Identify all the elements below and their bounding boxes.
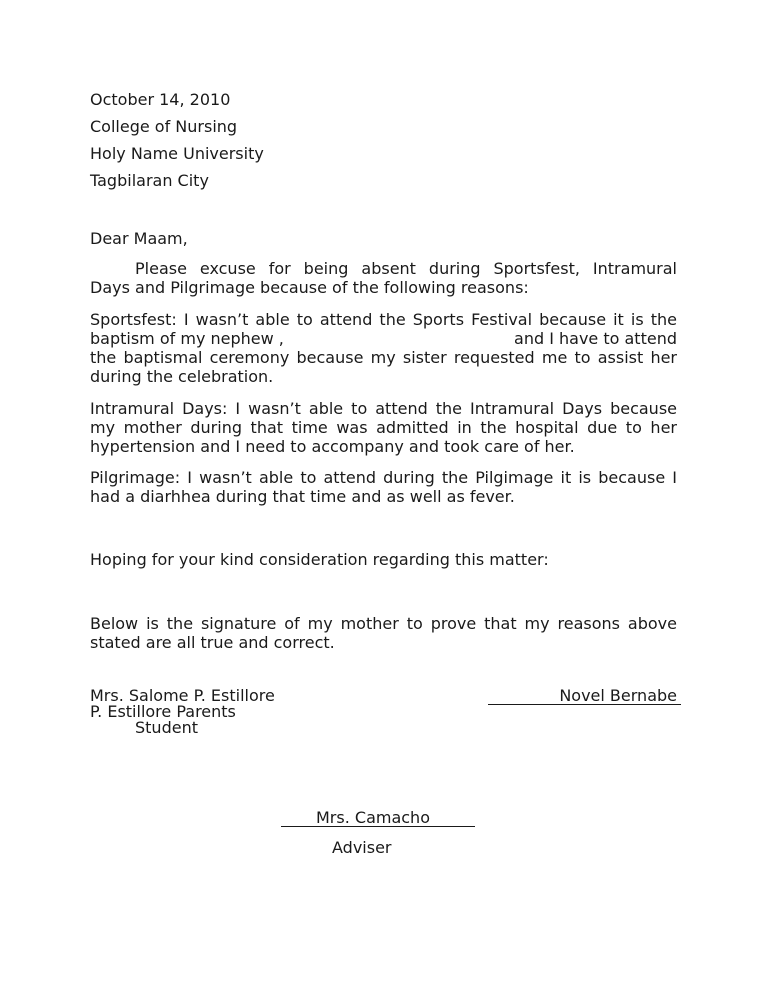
pilgrimage-paragraph: [90, 468, 677, 506]
student-label: Student: [135, 718, 198, 737]
sportsfest-paragraph: [90, 310, 677, 386]
salutation: Dear Maam,: [90, 229, 188, 248]
paragraph-line: Days and Pilgrimage because of the following reasons:: [90, 278, 529, 297]
paragraph-line: hypertension and I need to accompany and took care of her.: [90, 437, 575, 456]
paragraph-line: during the celebration.: [90, 367, 274, 386]
paragraph-line-part: and I have to attend: [514, 329, 677, 348]
recipient-city: Tagbilaran City: [90, 171, 209, 190]
paragraph-line: [90, 329, 677, 348]
signature-note-paragraph: [90, 614, 677, 652]
adviser-signature-line: [281, 826, 475, 827]
student-signature-line: [488, 704, 681, 705]
paragraph-line: the baptismal ceremony because my sister requested me to assist her: [90, 348, 677, 367]
adviser-name: Mrs. Camacho: [316, 808, 430, 827]
paragraph-line: Please excuse for being absent during Sportsfest, Intramural: [135, 259, 677, 278]
closing-line: Hoping for your kind consideration regarding this matter:: [90, 550, 549, 569]
paragraph-line: Pilgrimage: I wasn’t able to attend during the Pilgimage it is because I: [90, 468, 677, 487]
paragraph-line: Below is the signature of my mother to prove that my reasons above: [90, 614, 677, 633]
student-name: Novel Bernabe: [559, 686, 677, 705]
parent-name: Mrs. Salome P. Estillore: [90, 686, 275, 705]
recipient-college: College of Nursing: [90, 117, 238, 136]
paragraph-line: had a diarhhea during that time and as well as fever.: [90, 487, 515, 506]
adviser-label: Adviser: [332, 838, 392, 857]
letter-date: October 14, 2010: [90, 90, 231, 109]
paragraph-line: my mother during that time was admitted in the hospital due to her: [90, 418, 677, 437]
paragraph-line: Intramural Days: I wasn’t able to attend the Intramural Days because: [90, 399, 677, 418]
intro-paragraph: [90, 259, 677, 297]
paragraph-line: stated are all true and correct.: [90, 633, 335, 652]
recipient-university: Holy Name University: [90, 144, 264, 163]
parent-name-line2: P. Estillore Parents: [90, 702, 236, 721]
paragraph-line-part: baptism of my nephew ,: [90, 329, 284, 348]
intramural-paragraph: [90, 399, 677, 456]
paragraph-line: Sportsfest: I wasn’t able to attend the Sports Festival because it is the: [90, 310, 677, 329]
